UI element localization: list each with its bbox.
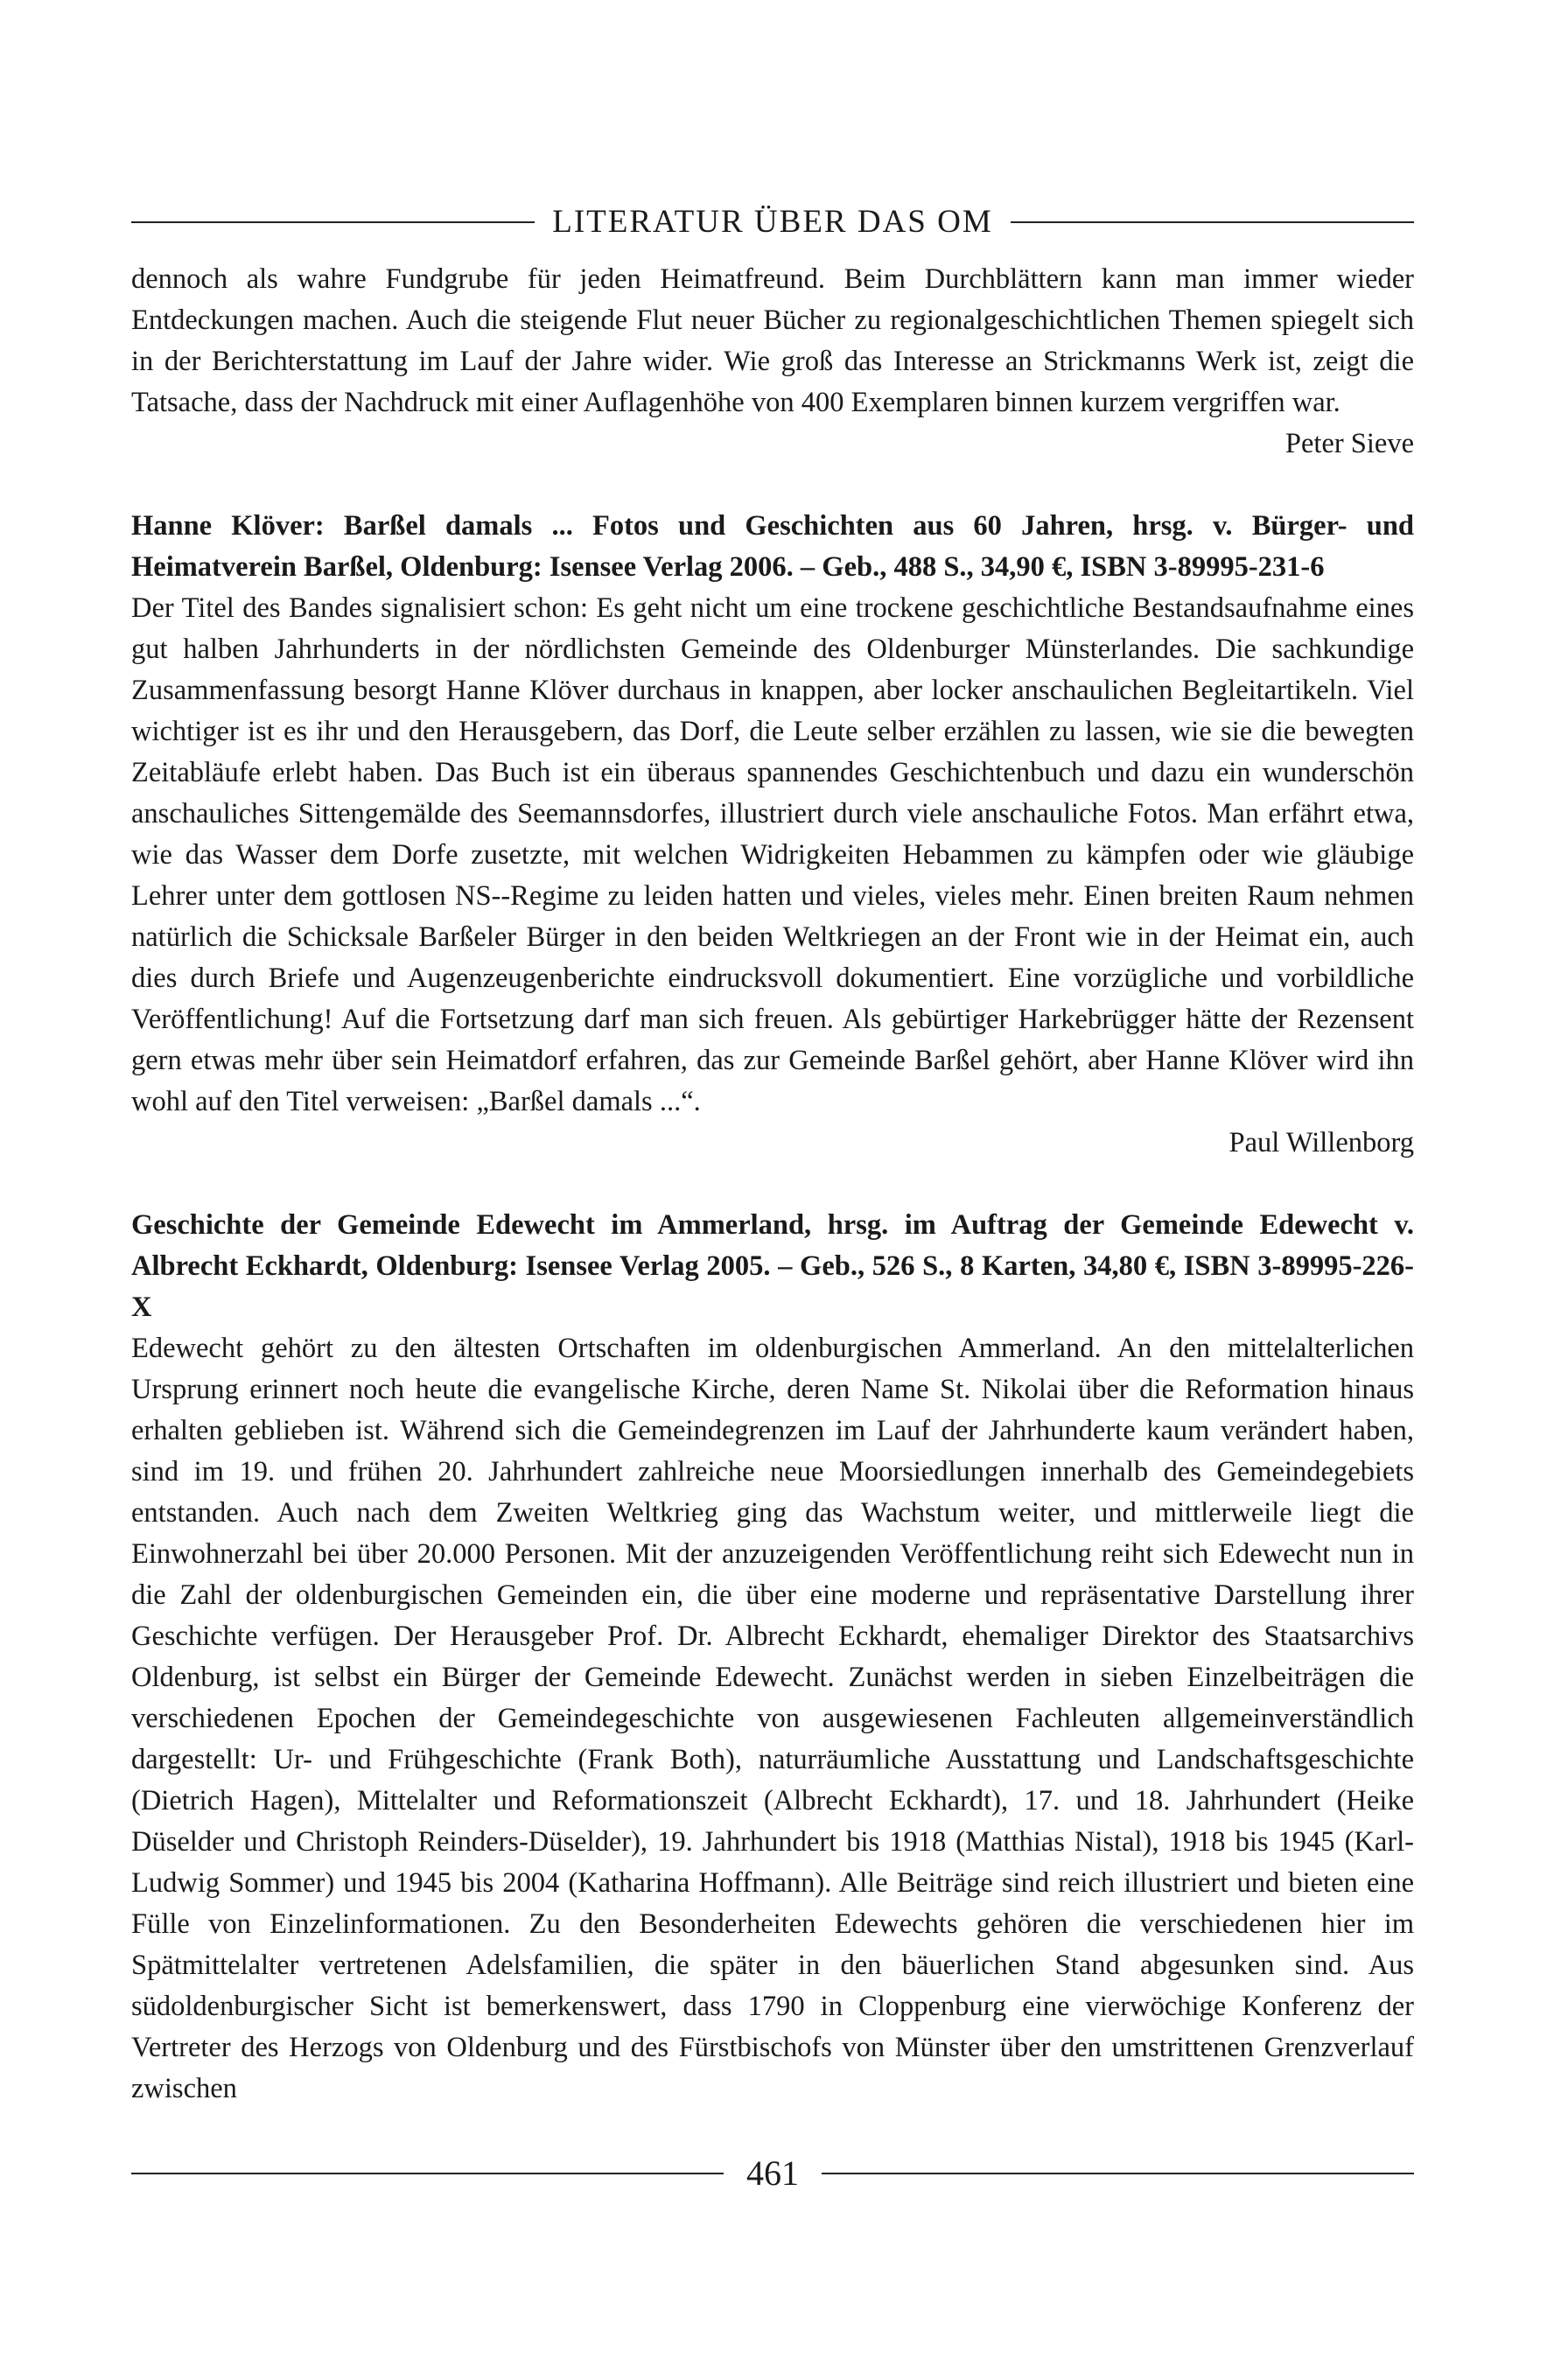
footer-rule-left <box>131 2173 724 2174</box>
header-rule-right <box>1011 221 1414 223</box>
page-number: 461 <box>746 2153 799 2193</box>
page-content <box>131 259 1414 2110</box>
review-1-heading: Hanne Klöver: Barßel damals ... Fotos und Geschichten aus 60 Jahren, hrsg. v. Bürger- und Heimatverein Barßel, Oldenburg: Isensee Verlag 2006. – Geb., 488 S., 34,90 €, ISBN 3-89995-231-6 <box>131 510 1414 583</box>
running-head <box>131 203 1414 241</box>
review-2-body: Edewecht gehört zu den ältesten Ortschaften im oldenburgischen Ammerland. An den mittelalterlichen Ursprung erinnert noch heute die evangelische Kirche, deren Name St. Nikolai über die Reformation hinaus erhalten geblieben ist. Während sich die Gemeindegrenzen im Lauf der Jahrhunderte kaum verändert haben, sind im 19. und frühen 20. Jahrhundert zahlreiche neue Moorsiedlungen innerhalb des Gemeindegebiets entstanden. Auch nach dem Zweiten Weltkrieg ging das Wachstum weiter, und mittlerweile liegt die Einwohnerzahl bei über 20.000 Personen. Mit der anzuzeigenden Veröffentlichung reiht sich Edewecht nun in die Zahl der oldenburgischen Gemeinden ein, die über eine moderne und repräsentative Darstellung ihrer Geschichte verfügen. Der Herausgeber Prof. Dr. Albrecht Eckhardt, ehemaliger Direktor des Staatsarchivs Oldenburg, ist selbst ein Bürger der Gemeinde Edewecht. Zunächst werden in sieben Einzelbeiträgen die verschiedenen Epochen der Gemeindegeschichte von ausgewiesenen Fachleuten allgemeinverständlich dargestellt: Ur- und Frühgeschichte (Frank Both), naturräumliche Ausstattung und Landschaftsgeschichte (Dietrich Hagen), Mittelalter und Reformationszeit (Albrecht Eckhardt), 17. und 18. Jahrhundert (Heike Düselder und Christoph Reinders-Düselder), 19. Jahrhundert bis 1918 (Matthias Nistal), 1918 bis 1945 (Karl-Ludwig Sommer) und 1945 bis 2004 (Katharina Hoffmann). Alle Beiträge sind reich illustriert und bieten eine Fülle von Einzelinformationen. Zu den Besonderheiten Edewechts gehören die verschiedenen hier im Spätmittelalter vertretenen Adelsfamilien, die später in den bäuerlichen Stand abgesunken sind. Aus südoldenburgischer Sicht ist bemerkenswert, dass 1790 in Cloppenburg eine vierwöchige Konferenz der Vertreter des Herzogs von Oldenburg und des Fürstbischofs von Münster über den umstrittenen Grenzverlauf zwischen <box>131 1333 1414 2104</box>
review-1-author: Paul Willenborg <box>1228 1127 1414 1158</box>
continuation-paragraph: dennoch als wahre Fundgrube für jeden Heimatfreund. Beim Durchblättern kann man immer wieder Entdeckungen machen. Auch die steigende Flut neuer Bücher zu regionalgeschichtlichen Themen spiegelt sich in der Berichterstattung im Lauf der Jahre wider. Wie groß das Interesse an Strickmanns Werk ist, zeigt die Tatsache, dass der Nachdruck mit einer Auflagenhöhe von 400 Exemplaren binnen kurzem vergriffen war. <box>131 263 1414 418</box>
header-rule-left <box>131 221 535 223</box>
continuation-author: Peter Sieve <box>1284 428 1414 459</box>
page-footer <box>131 2152 1414 2194</box>
running-head-title: LITERATUR ÜBER DAS OM <box>552 204 993 240</box>
footer-rule-right <box>822 2173 1414 2174</box>
review-1-body: Der Titel des Bandes signalisiert schon: Es geht nicht um eine trockene geschichtliche Bestandsaufnahme eines gut halben Jahrhunderts in der nördlichsten Gemeinde des Oldenburger Münsterlandes. Die sachkundige Zusammenfassung besorgt Hanne Klöver durchaus in knappen, aber locker anschaulichen Begleitartikeln. Viel wichtiger ist es ihr und den Herausgebern, das Dorf, die Leute selber erzählen zu lassen, wie sie die bewegten Zeitabläufe erlebt haben. Das Buch ist ein überaus spannendes Geschichtenbuch und dazu ein wunderschön anschauliches Sittengemälde des Seemannsdorfes, illustriert durch viele anschauliche Fotos. Man erfährt etwa, wie das Wasser dem Dorfe zusetzte, mit welchen Widrigkeiten Hebammen zu kämpfen oder wie gläubige Lehrer unter dem gottlosen NS--Regime zu leiden hatten und vieles, vieles mehr. Einen breiten Raum nehmen natürlich die Schicksale Barßeler Bürger in den beiden Weltkriegen an der Front wie in der Heimat ein, auch dies durch Briefe und Augenzeugenberichte eindrucksvoll dokumentiert. Eine vorzügliche und vorbildliche Veröffentlichung! Auf die Fortsetzung darf man sich freuen. Als gebürtiger Harkebrügger hätte der Rezensent gern etwas mehr über sein Heimatdorf erfahren, das zur Gemeinde Barßel gehört, aber Hanne Klöver wird ihn wohl auf den Titel verweisen: „Barßel damals ...“. <box>131 592 1414 1117</box>
review-2-heading: Geschichte der Gemeinde Edewecht im Ammerland, hrsg. im Auftrag der Gemeinde Edewecht v. Albrecht Eckhardt, Oldenburg: Isensee Verlag 2005. – Geb., 526 S., 8 Karten, 34,80 €, ISBN 3-89995-226-X <box>131 1209 1414 1323</box>
